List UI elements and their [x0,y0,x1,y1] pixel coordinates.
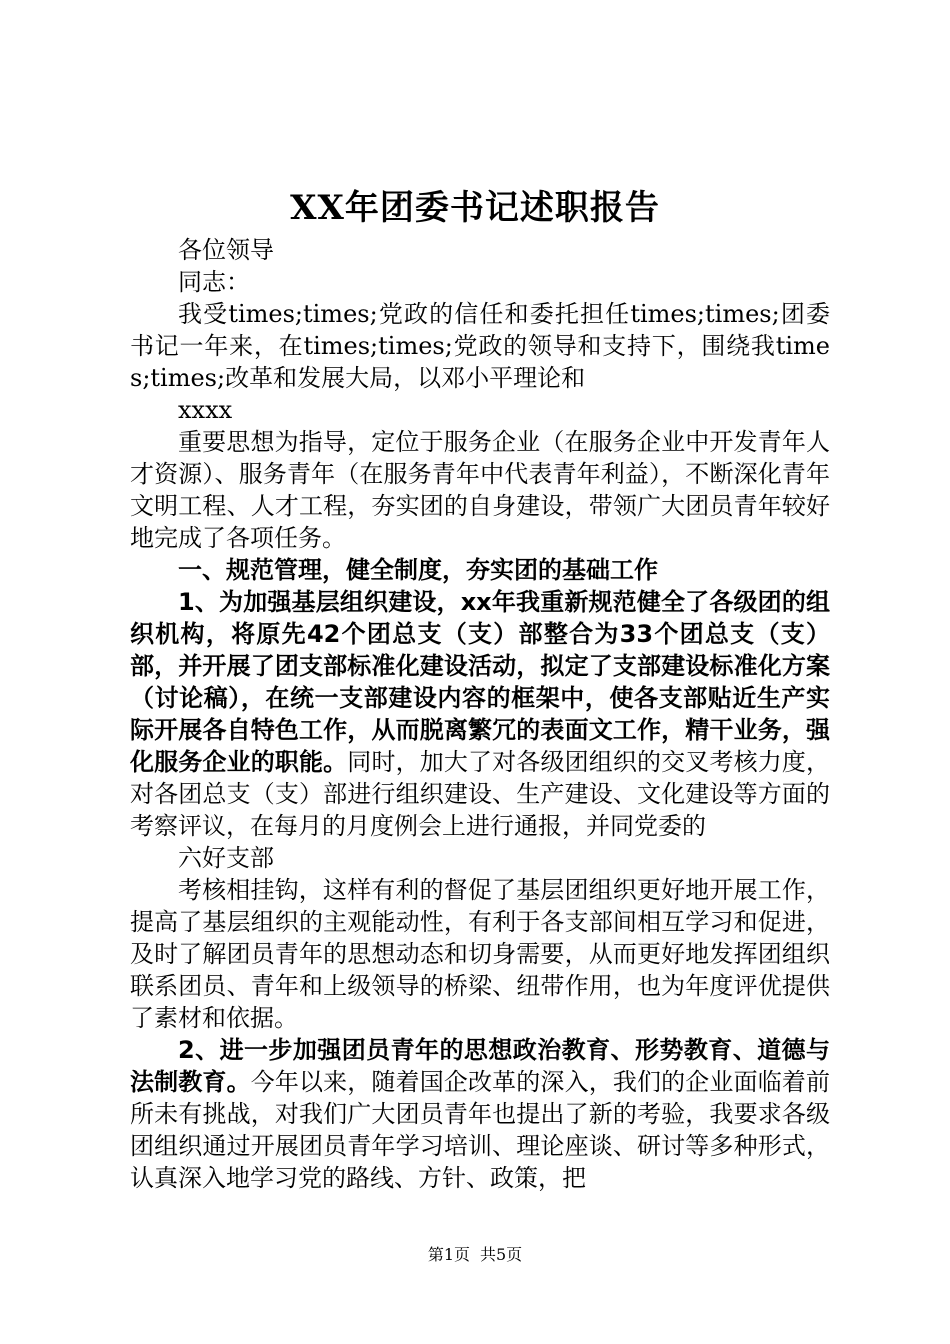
item-1-paragraph [130,586,830,842]
intro-paragraph: 我受times;times;党政的信任和委托担任times;times;团委书记一年来，在times;times;党政的领导和支持下，围绕我times;times;改革和发展大局，以邓小平理论和 [130,300,830,392]
salutation-line-1: 各位领导 [178,236,274,264]
assessment-paragraph: 考核相挂钩，这样有利的督促了基层团组织更好地开展工作，提高了基层组织的主观能动性，有利于各支部间相互学习和促进，及时了解团员青年的思想动态和切身需要，从而更好地发挥团组织联系团员、青年和上级领导的桥梁、纽带作用，也为年度评优提供了素材和依据。 [130,876,830,1032]
salutation-line-2: 同志： [178,268,250,296]
page-number: 第1页 [427,1245,470,1264]
item-2-plain-text: 今年以来，随着国企改革的深入，我们的企业面临着前所未有挑战，对我们广大团员青年也提出了新的考验，我要求各级团组织通过开展团员青年学习培训、理论座谈、研讨等多种形式，认真深入地学习党的路线、方针、政策，把 [130,1068,831,1192]
item-2-bold-text: 2、进一步加强团员青年的思想政治教育、形势教育、道德与法制教育。 [130,1036,830,1096]
item-2-paragraph [130,1034,830,1194]
section-heading-1: 一、规范管理，健全制度，夯实团的基础工作 [178,556,658,584]
document-title: XX年团委书记述职报告 [290,188,660,228]
guiding-thought-paragraph: 重要思想为指导，定位于服务企业（在服务企业中开发青年人才资源）、服务青年（在服务青年中代表青年利益），不断深化青年文明工程、人才工程，夯实团的自身建设，带领广大团员青年较好地完成了各项任务。 [130,428,830,552]
page-footer [0,1243,950,1267]
page-total: 共5页 [480,1245,523,1264]
item-1-bold-text: 1、为加强基层组织建设，xx年我重新规范健全了各级团的组织机构，将原先42个团总支（支）部整合为33个团总支（支）部，并开展了团支部标准化建设活动，拟定了支部建设标准化方案（讨论稿），在统一支部建设内容的框架中，使各支部贴近生产实际开展各自特色工作，从而脱离繁冗的表面文工作，精干业务，强化服务企业的职能。 [130,588,830,776]
item-1-plain-text: 同时，加大了对各级团组织的交叉考核力度，对各团总支（支）部进行组织建设、生产建设、文化建设等方面的考察评议，在每月的月度例会上进行通报，并同党委的 [130,748,831,840]
document-body [130,234,830,1194]
intro-paragraph-cont: xxxx [178,396,233,424]
six-good-branch-line: 六好支部 [178,844,274,872]
